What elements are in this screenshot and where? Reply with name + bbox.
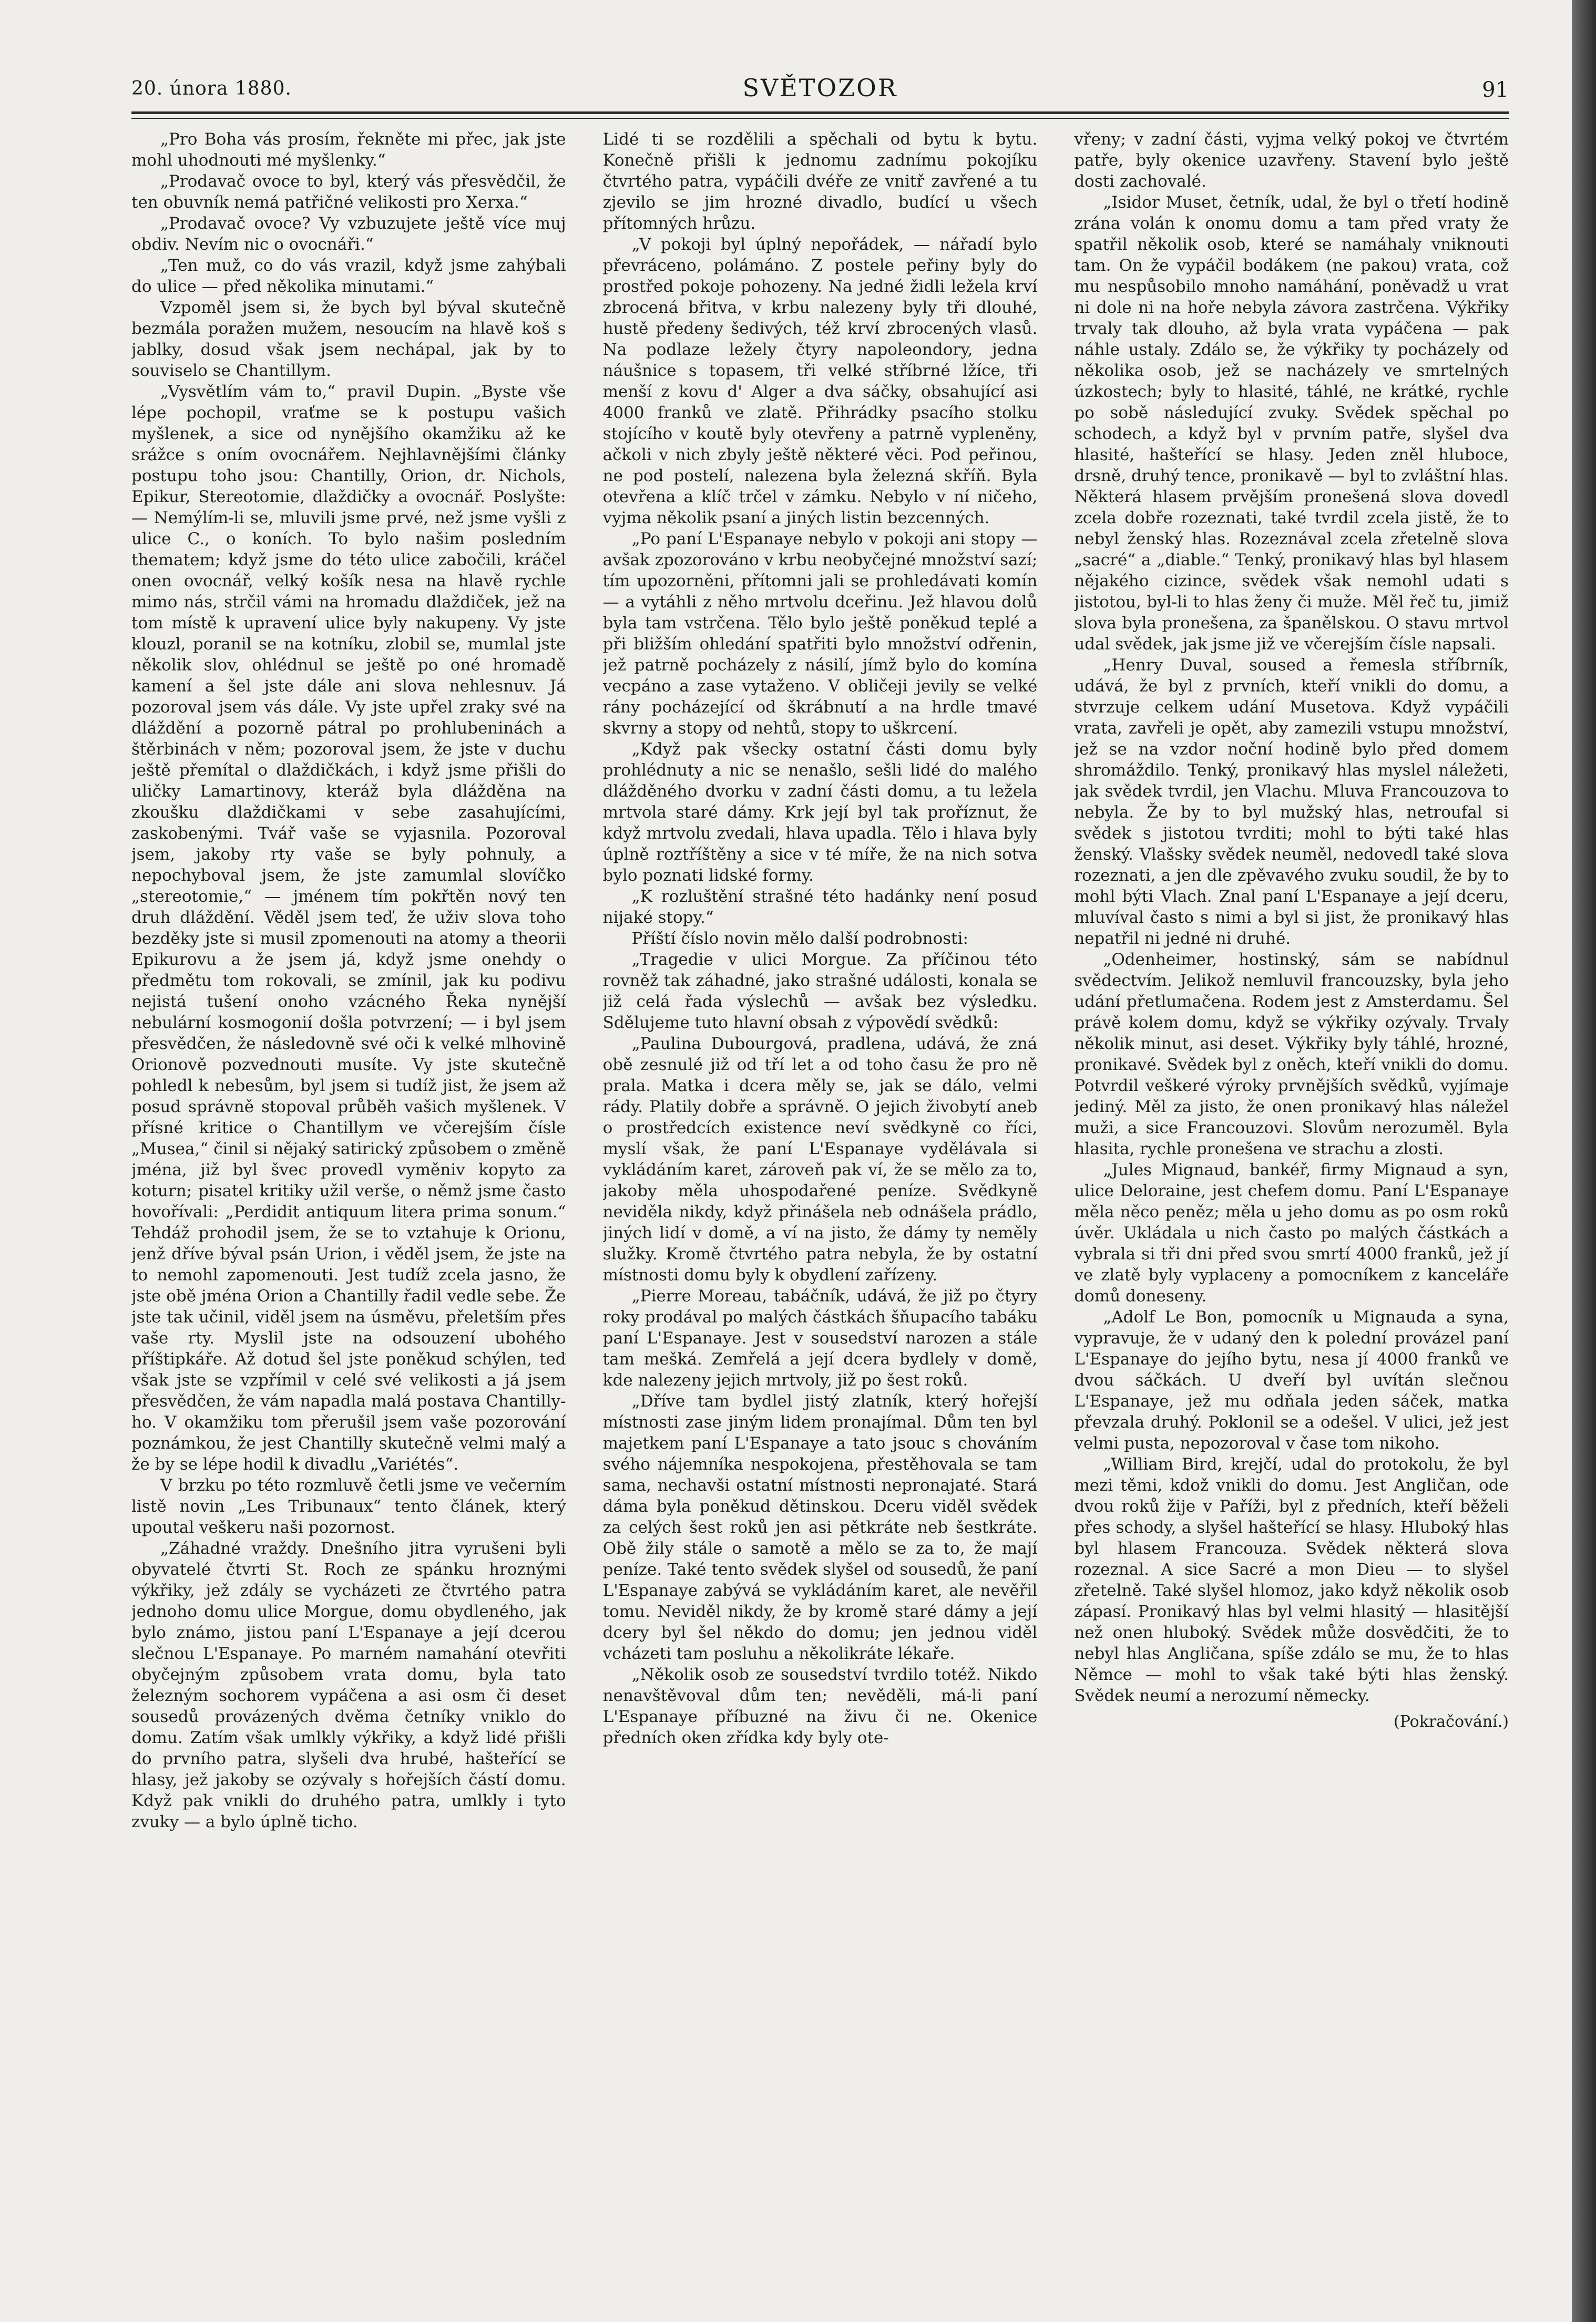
paragraph: „Isidor Muset, četník, udal, že byl o třetí hodině zrána volán k onomu domu a tam před vraty že spatřil několik osob, které se namáhaly vniknouti tam. On že vypáčil bodákem (ne pakou) vrata, což mu nespůsobilo mnoho namáhání, poněvadž u vrat ni dole ni na hoře nebyla závora zastrčena. Výkřiky trvaly tak dlouho, až byla vrata vypáčena — pak náhle ustaly. Zdálo se, že výkřiky ty pocházely od několika osob, jež se nacházely ve smrtelných úzkostech; byly to hlasité, táhlé, ne krátké, rychle po sobě následující zvuky. Svědek spěchal po schodech, a když byl v prvním patře, slyšel dva hlasité, hašteřící se hlasy. Jeden zněl hluboce, drsně, druhý tence, pronikavě — byl to zvláštní hlas. Některá hlasem prvějším pronešená slova dovedl zcela dobře rozeznati, také tvrdil zcela jistě, že to nebyl ženský hlas. Rozeznával zcela zřetelně slova „sacré“ a „diable.“ Tenký, pronikavý hlas byl hlasem nějakého cizince, svědek však nemohl udati s jistotou, byl-li to hlas ženy či muže. Měl řeč tu, jimiž slova byla pronešena, za španělskou. O stavu mrtvol udal svědek, jak jsme již ve včerejším čísle napsali. — [1074, 193, 1509, 654]
page-header — [131, 74, 1509, 105]
paragraph: vřeny; v zadní části, vyjma velký pokoj ve čtvrtém patře, byly okenice uzavřeny. Stavení bylo ještě dosti zachovalé. — [1074, 130, 1509, 191]
column-1 — [131, 129, 566, 2190]
paragraph: „Prodavač ovoce? Vy vzbuzujete ještě více muj obdiv. Nevím nic o ovocnáři.“ — [131, 214, 566, 254]
paragraph: „Jules Mignaud, bankéř, firmy Mignaud a syn, ulice Deloraine, jest chefem domu. Paní L'Espanaye měla něco peněz; měla u jeho domu as po osm roků úvěr. Ukládala u nich často po malých částkách a vybrala si tři dni před svou smrtí 4000 franků, jež jí ve zlatě byly vyplaceny a pomocníkem z kanceláře domů doneseny. — [1074, 1160, 1509, 1306]
header-rule-thin — [131, 118, 1509, 119]
paragraph: „Adolf Le Bon, pomocník u Mignauda a syna, vypravuje, že v udaný den k polední provázel paní L'Espanaye do jejího bytu, nesa jí 4000 franků ve dvou sáčkách. U dveří byl uvítán slečnou L'Espanaye, jež mu odňala jeden sáček, matka převzala druhý. Poklonil se a odešel. V ulici, jež jest velmi pusta, nepozoroval v čase tom nikoho. — [1074, 1308, 1509, 1453]
paragraph: „Prodavač ovoce to byl, který vás přesvědčil, že ten obuvník nemá patřičné velikosti pro Xerxa.“ — [131, 172, 566, 212]
paragraph: Vzpoměl jsem si, že bych byl býval skutečně bezmála poražen mužem, nesoucím na hlavě koš s jablky, dosud však jsem nechápal, jak by to souviselo se Chantillym. — [131, 298, 566, 380]
paragraph: V brzku po této rozmluvě četli jsme ve večerním listě novin „Les Tribunaux“ tento článek, který upoutal veškeru naši pozornost. — [131, 1476, 566, 1537]
paragraph: „Ten muž, co do vás vrazil, když jsme zahýbali do ulice — před několika minutami.“ — [131, 256, 566, 296]
scan-edge — [1572, 0, 1596, 2322]
header-rule-thick — [131, 111, 1509, 114]
paragraph: „Tragedie v ulici Morgue. Za příčinou této rovněž tak záhadné, jako strašné události, konala se již celá řada výslechů — avšak bez výsledku. Sdělujeme tuto hlavní obsah z výpovědí svědků: — [602, 950, 1038, 1032]
paragraph: „Paulina Dubourgová, pradlena, udává, že zná obě zesnulé již od tří let a od toho času že pro ně prala. Matka i dcera měly se, jak se dálo, velmi rády. Platily dobře a správně. O jejich živobytí aneb o prostředcích existence neví svědkyně co říci, myslí však, že paní L'Espanaye vydělávala si vykládáním karet, zároveň pak ví, že se mělo za to, jakoby měla uhospodařené peníze. Svědkyně neviděla nikdy, když přinášela neb odnášela prádlo, jiných lidí v domě, a ví na jisto, že dámy ty neměly služky. Kromě čtvrtého patra nebyla, že by ostatní místnosti domu byly k obydlení zařízeny. — [602, 1034, 1038, 1285]
column-2 — [603, 129, 1038, 2190]
paragraph: Lidé ti se rozdělili a spěchali od bytu k bytu. Konečně přišli k jednomu zadnímu pokojíku čtvrtého patra, vypáčili dvéře ze vnitř zavřené a tu zjevilo se jim hrozné divadlo, budící u všech přítomných hrůzu. — [602, 130, 1038, 233]
paragraph: „K rozluštění strašné této hadánky není posud nijaké stopy.“ — [602, 887, 1038, 927]
continued-note: (Pokračování.) — [1394, 1713, 1509, 1731]
paragraph: „Několik osob ze sousedství tvrdilo totéž. Nikdo nenavštěvoval dům ten; nevěděli, má-li paní L'Espanaye příbuzné na živu či ne. Okenice předních oken zřídka kdy byly ote- — [602, 1665, 1038, 1747]
paragraph: „William Bird, krejčí, udal do protokolu, že byl mezi těmi, kdož vnikli do domu. Jest Angličan, ode dvou roků žije v Paříži, byl z předních, kteří běželi přes schody, a slyšel hašteřící se hlasy. Hluboký hlas byl hlasem Francouza. Svědek některá slova rozeznal. A sice Sacré a mon Dieu — to slyšel zřetelně. Také slyšel hlomoz, jako když několik osob zápasí. Pronikavý hlas byl velmi hlasitý — hlasitější než onen hluboký. Svědek může dosvědčiti, že to nebyl hlas Angličana, spíše zdálo se mu, že to hlas Němce — mohl to však také býti hlas ženský. Svědek neumí a nerozumí německy. — [1074, 1455, 1509, 1705]
paragraph: „Záhadné vraždy. Dnešního jitra vyrušeni byli obyvatelé čtvrti St. Roch ze spánku hroznými výkřiky, jež zdály se vycházeti ze čtvrtého patra jednoho domu ulice Morgue, domu obydleného, jak bylo známo, jistou paní L'Espanaye a její dcerou slečnou L'Espanaye. Po marném namahání otevřiti obyčejným způsobem vrata domu, byla tato železným sochorem vypáčena a asi osm či deset sousedů provázených dvěma četníky vniklo do domu. Zatím však umlkly výkřiky, a když lidé přišli do prvního patra, slyšeli dva hrubé, hašteřící se hlasy, jež jakoby se ozývaly s hořejších částí domu. Když pak vnikli do druhého patra, umlkly i tyto zvuky — a bylo úplně ticho. — [131, 1539, 566, 1831]
paragraph: „Odenheimer, hostinský, sám se nabídnul svědectvím. Jelikož nemluvil francouzsky, byla jeho udání přetlumačena. Rodem jest z Amsterdamu. Šel právě kolem domu, když se výkřiky ozývaly. Trvaly několik minut, asi deset. Výkřiky byly táhlé, hrozné, pronikavé. Svědek byl z oněch, kteří vnikli do domu. Potvrdil veškeré výroky prvnějších svědků, vyjímaje jediný. Měl za jisto, že onen pronikavý hlas náležel muži, a sice Francouzovi. Slovům nerozuměl. Byla hlasita, rychle pronešena ve strachu a zlosti. — [1074, 950, 1509, 1158]
column-3 — [1074, 129, 1509, 2190]
masthead-title: SVĚTOZOR — [742, 74, 898, 102]
paragraph: „Pro Boha vás prosím, řekněte mi přec, jak jste mohl uhodnouti mé myšlenky.“ — [131, 130, 566, 170]
issue-date: 20. února 1880. — [131, 78, 292, 99]
paragraph: „Po paní L'Espanaye nebylo v pokoji ani stopy — avšak zpozorováno v krbu neobyčejné množství sazí; tím upozorněni, přítomni jali se prohledávati komín — a vytáhli z něho mrtvolu dceřinu. Jež hlavou dolů byla tam vstrčena. Tělo bylo ještě poněkud teplé a při bližším ohledání spatřiti bylo množství odřenin, jež patrně pocházely z násilí, jímž bylo do komína vecpáno a zase vytaženo. V obličeji jevily se velké rány pocházející od škrábnutí a na hrdle tmavé skvrny a stopy od nehtů, stopy to uškrcení. — [602, 529, 1038, 738]
paragraph: „Vysvětlím vám to,“ pravil Dupin. „Byste vše lépe pochopil, vraťme se k postupu vašich myšlenek, a sice od nynějšího okamžiku až ke srážce s oním ovocnářem. Nejhlavnějšími články postupu toho jsou: Chantilly, Orion, dr. Nichols, Epikur, Stereotomie, dlaždičky a ovocnář. Poslyšte: — Nemýlím-li se, mluvili jsme prvé, než jsme vyšli z ulice C., o koních. To bylo našim posledním thematem; když jsme do této ulice zabočili, kráčel onen ovocnář, velký košík nesa na hlavě rychle mimo nás, strčil vámi na hromadu dlaždiček, jež na tom místě k upravení ulice byly nakupeny. Vy jste klouzl, poranil se na kotníku, zlobil se, mumlal jste několik slov, ohlédnul se ještě po oné hromadě kamení a šel jste dále ani slova nehlesnuv. Já pozoroval jsem vás dále. Vy jste upřel zraky své na dláždění a pozorně pátral po prohlubeninách a štěrbinách v něm; pozoroval jsem, že jste v duchu ještě přemítal o dlaždičkách, i když jsme přišli do uličky Lamartinovy, kteráž byla dlážděna na zkoušku dlaždičkami v sebe zasahujícími, zaskobenými. Tvář vaše se vyjasnila. Pozoroval jsem, jakoby rty vaše se byly pohnuly, a nepochyboval jsem, že jste zamumlal slovíčko „stereotomie,“ — jménem tím pokřtěn nový ten druh dláždění. Věděl jsem teď, že uživ slova toho bezděky jste si musil zpomenouti na atomy a theorii Epikurovu a že jsem já, když jsme onehdy o předmětu tom rokovali, se zmínil, jak ku podivu nejistá tušení onoho vzácného Řeka nynější nebulární kosmogonií došla potvrzení; — i byl jsem přesvědčen, že následovně své oči k velké mlhovině Orionově pozvednouti musíte. Vy jste skutečně pohledl k nebesům, byl jsem si tudíž jist, že jsem až posud správně stopoval průběh vašich myšlenek. V přísné kritice o Chantillym ve včerejším čísle „Musea,“ činil si nějaký satirický způsobem o změně jména, již byl švec provedl vyměniv kopyto za koturn; pisatel kritiky užil verše, o němž jsme často hovořívali: „Perdidit antiquum litera prima sonum.“ Tehdáž prohodil jsem, že se to vztahuje k Orionu, jenž dříve býval psán Urion, i věděl jsem, že jste na to nemohl zapomenouti. Jest tudíž zcela jasno, že jste obě jména Orion a Chantilly řadil vedle sebe. Že jste tak učinil, viděl jsem na úsměvu, přeletším přes vaše rty. Myslil jste na odsouzení ubohého příštipkáře. Až dotud šel jste poněkud schýlen, teď však jste se vzpřímil v celé své velikosti a já jsem přesvědčen, že vám napadla malá postava Chantilly-ho. V okamžiku tom přerušil jsem vaše pozorování poznámkou, že jest Chantilly skutečně velmi malý a že by se lépe hodil k divadlu „Variétés“. — [131, 382, 566, 1474]
paragraph: „Dříve tam bydlel jistý zlatník, který hořejší místnosti zase jiným lidem pronajímal. Dům ten byl majetkem paní L'Espanaye a tato jsouc s chováním svého nájemníka nespokojena, přestěhovala se tam sama, nechavši ostatní místnosti nepronajaté. Stará dáma byla poněkud dětinskou. Dceru viděl svědek za celých šest roků jen asi pětkráte neb šestkráte. Obě žily stále o samotě a mělo se za to, že mají peníze. Také tento svědek slyšel od sousedů, že paní L'Espanaye zabývá se vykládáním karet, ale nevěřil tomu. Neviděl nikdy, že by kromě staré dámy a její dcery byl šel někdo do domu; jen jednou viděl vcházeti tam posluhu a několikráte lékaře. — [602, 1392, 1038, 1663]
paragraph: „Henry Duval, soused a řemesla stříbrník, udává, že byl z prvních, kteří vnikli do domu, a stvrzuje celkem udání Musetova. Když vypáčili vrata, zavřeli je opět, aby zamezili vstupu množství, jež se na vzdor noční hodině bylo před domem shromáždilo. Tenký, pronikavý hlas myslel náležeti, jak svědek tvrdil, jen Vlachu. Mluva Francouzova to nebyla. Že by to byl mužský hlas, netroufal si svědek s jistotou tvrditi; mohl to býti také hlas ženský. Vlašsky svědek neuměl, nedovedl také slova rozeznati, a jen dle zpěvavého zvuku soudil, že by to mohl býti Vlach. Znal paní L'Espanaye a její dceru, mluvíval často s nimi a byl si jist, že pronikavý hlas nepatřil ni jedné ni druhé. — [1074, 656, 1509, 948]
paragraph: Příští číslo novin mělo další podrobnosti: — [631, 929, 968, 948]
article-columns — [131, 129, 1509, 2190]
paragraph: „Pierre Moreau, tabáčník, udává, že již po čtyry roky prodával po malých částkách šňupacího tabáku paní L'Espanaye. Jest v sousedství narozen a stále tam mešká. Zemřelá a její dcera bydlely v domě, kde nalezeny jejich mrtvoly, již po šest roků. — [602, 1287, 1038, 1390]
page-number: 91 — [1482, 78, 1509, 102]
paragraph: „V pokoji byl úplný nepořádek, — nářadí bylo převráceno, polámáno. Z postele peřiny byly do prostřed pokoje pohozeny. Na jedné židli ležela krví zbrocená břitva, v krbu nalezeny byly tři dlouhé, hustě předeny šedivých, též krví zbrocených vlasů. Na podlaze ležely čtyry napoleondory, jedna náušnice s topasem, tři velké stříbrné lžíce, tři menší z kovu d' Alger a dva sáčky, obsahující asi 4000 franků ve zlatě. Přihrádky psacího stolku stojícího v koutě byly otevřeny a patrně vypleněny, ačkoli v nich zbyly ještě některé věci. Pod peřinou, ne pod postelí, nalezena byla železná skříň. Byla otevřena a klíč trčel v zámku. Nebylo v ní ničeho, vyjma několik psaní a jiných listin bezcenných. — [602, 235, 1038, 527]
paragraph: „Když pak všecky ostatní části domu byly prohlédnuty a nic se nenašlo, sešli lidé do malého dlážděného dvorku v zadní části domu, a tu ležela mrtvola staré dámy. Krk její byl tak proříznut, že když mrtvolu zvedali, hlava upadla. Tělo i hlava byly úplně roztříštěny a sice v té míře, že na nich sotva bylo poznati lidské formy. — [602, 740, 1038, 885]
